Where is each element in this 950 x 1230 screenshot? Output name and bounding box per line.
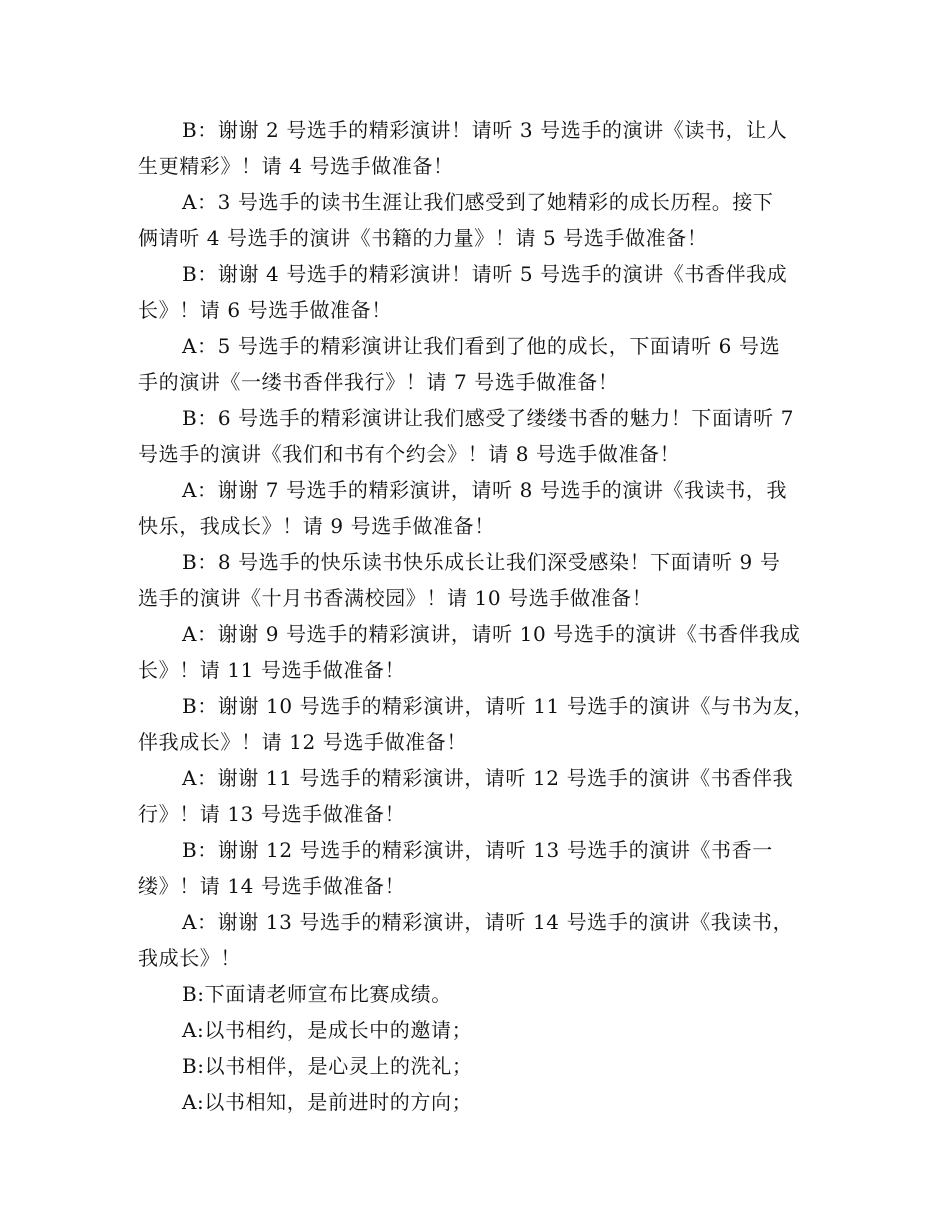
dialogue-paragraph <box>138 1084 814 1120</box>
text-line: A:以书相约，是成长中的邀请； <box>182 1018 473 1042</box>
text-line: B:下面请老师宣布比赛成绩。 <box>182 982 452 1006</box>
text-line: A：谢谢 9 号选手的精彩演讲，请听 10 号选手的演讲《书香伴我成 <box>182 622 801 646</box>
dialogue-paragraph <box>138 760 814 832</box>
dialogue-paragraph <box>138 1012 814 1048</box>
text-line: B：6 号选手的精彩演讲让我们感受了缕缕书香的魅力！下面请听 7 <box>182 406 795 430</box>
text-line: B：谢谢 4 号选手的精彩演讲！请听 5 号选手的演讲《书香伴我成 <box>182 262 788 286</box>
dialogue-paragraph <box>138 976 814 1012</box>
dialogue-paragraph <box>138 616 814 688</box>
dialogue-paragraph <box>138 544 814 616</box>
dialogue-paragraph <box>138 832 814 904</box>
dialogue-paragraph <box>138 328 814 400</box>
dialogue-paragraph <box>138 184 814 256</box>
text-line: A：5 号选手的精彩演讲让我们看到了他的成长，下面请听 6 号选 <box>182 334 781 358</box>
text-line: B:以书相伴，是心灵上的洗礼； <box>182 1054 473 1078</box>
text-line: 长》！请 6 号选手做准备！ <box>138 298 392 322</box>
text-line: B：谢谢 10 号选手的精彩演讲，请听 11 号选手的演讲《与书为友， <box>182 694 815 718</box>
dialogue-paragraph <box>138 472 814 544</box>
dialogue-paragraph <box>138 904 814 976</box>
dialogue-paragraph <box>138 256 814 328</box>
dialogue-paragraph <box>138 1048 814 1084</box>
text-line: 手的演讲《一缕书香伴我行》！请 7 号选手做准备！ <box>138 370 619 394</box>
text-line: A：3 号选手的读书生涯让我们感受到了她精彩的成长历程。接下 <box>182 190 774 214</box>
text-line: A:以书相知，是前进时的方向； <box>182 1090 473 1114</box>
text-line: 俩请听 4 号选手的演讲《书籍的力量》！请 5 号选手做准备！ <box>138 226 708 250</box>
text-line: B：谢谢 12 号选手的精彩演讲，请听 13 号选手的演讲《书香一 <box>182 838 773 862</box>
text-line: 缕》！请 14 号选手做准备！ <box>138 874 406 898</box>
text-line: A：谢谢 13 号选手的精彩演讲，请听 14 号选手的演讲《我读书， <box>182 910 794 934</box>
text-line: 选手的演讲《十月书香满校园》！请 10 号选手做准备！ <box>138 586 653 610</box>
text-line: 生更精彩》！请 4 号选手做准备！ <box>138 154 454 178</box>
text-line: A：谢谢 11 号选手的精彩演讲，请听 12 号选手的演讲《书香伴我 <box>182 766 794 790</box>
text-line: 长》！请 11 号选手做准备！ <box>138 658 406 682</box>
text-line: 伴我成长》！请 12 号选手做准备！ <box>138 730 467 754</box>
text-line: 号选手的演讲《我们和书有个约会》！请 8 号选手做准备！ <box>138 442 681 466</box>
text-line: A：谢谢 7 号选手的精彩演讲，请听 8 号选手的演讲《我读书，我 <box>182 478 788 502</box>
dialogue-paragraph <box>138 688 814 760</box>
text-line: B：8 号选手的快乐读书快乐成长让我们深受感染！下面请听 9 号 <box>182 550 781 574</box>
text-line: 我成长》！ <box>138 946 241 970</box>
dialogue-paragraph <box>138 112 814 184</box>
text-line: B：谢谢 2 号选手的精彩演讲！请听 3 号选手的演讲《读书，让人 <box>182 118 788 142</box>
text-line: 快乐，我成长》！请 9 号选手做准备！ <box>138 514 495 538</box>
text-line: 行》！请 13 号选手做准备！ <box>138 802 406 826</box>
dialogue-paragraph <box>138 400 814 472</box>
document-body <box>138 112 814 1120</box>
